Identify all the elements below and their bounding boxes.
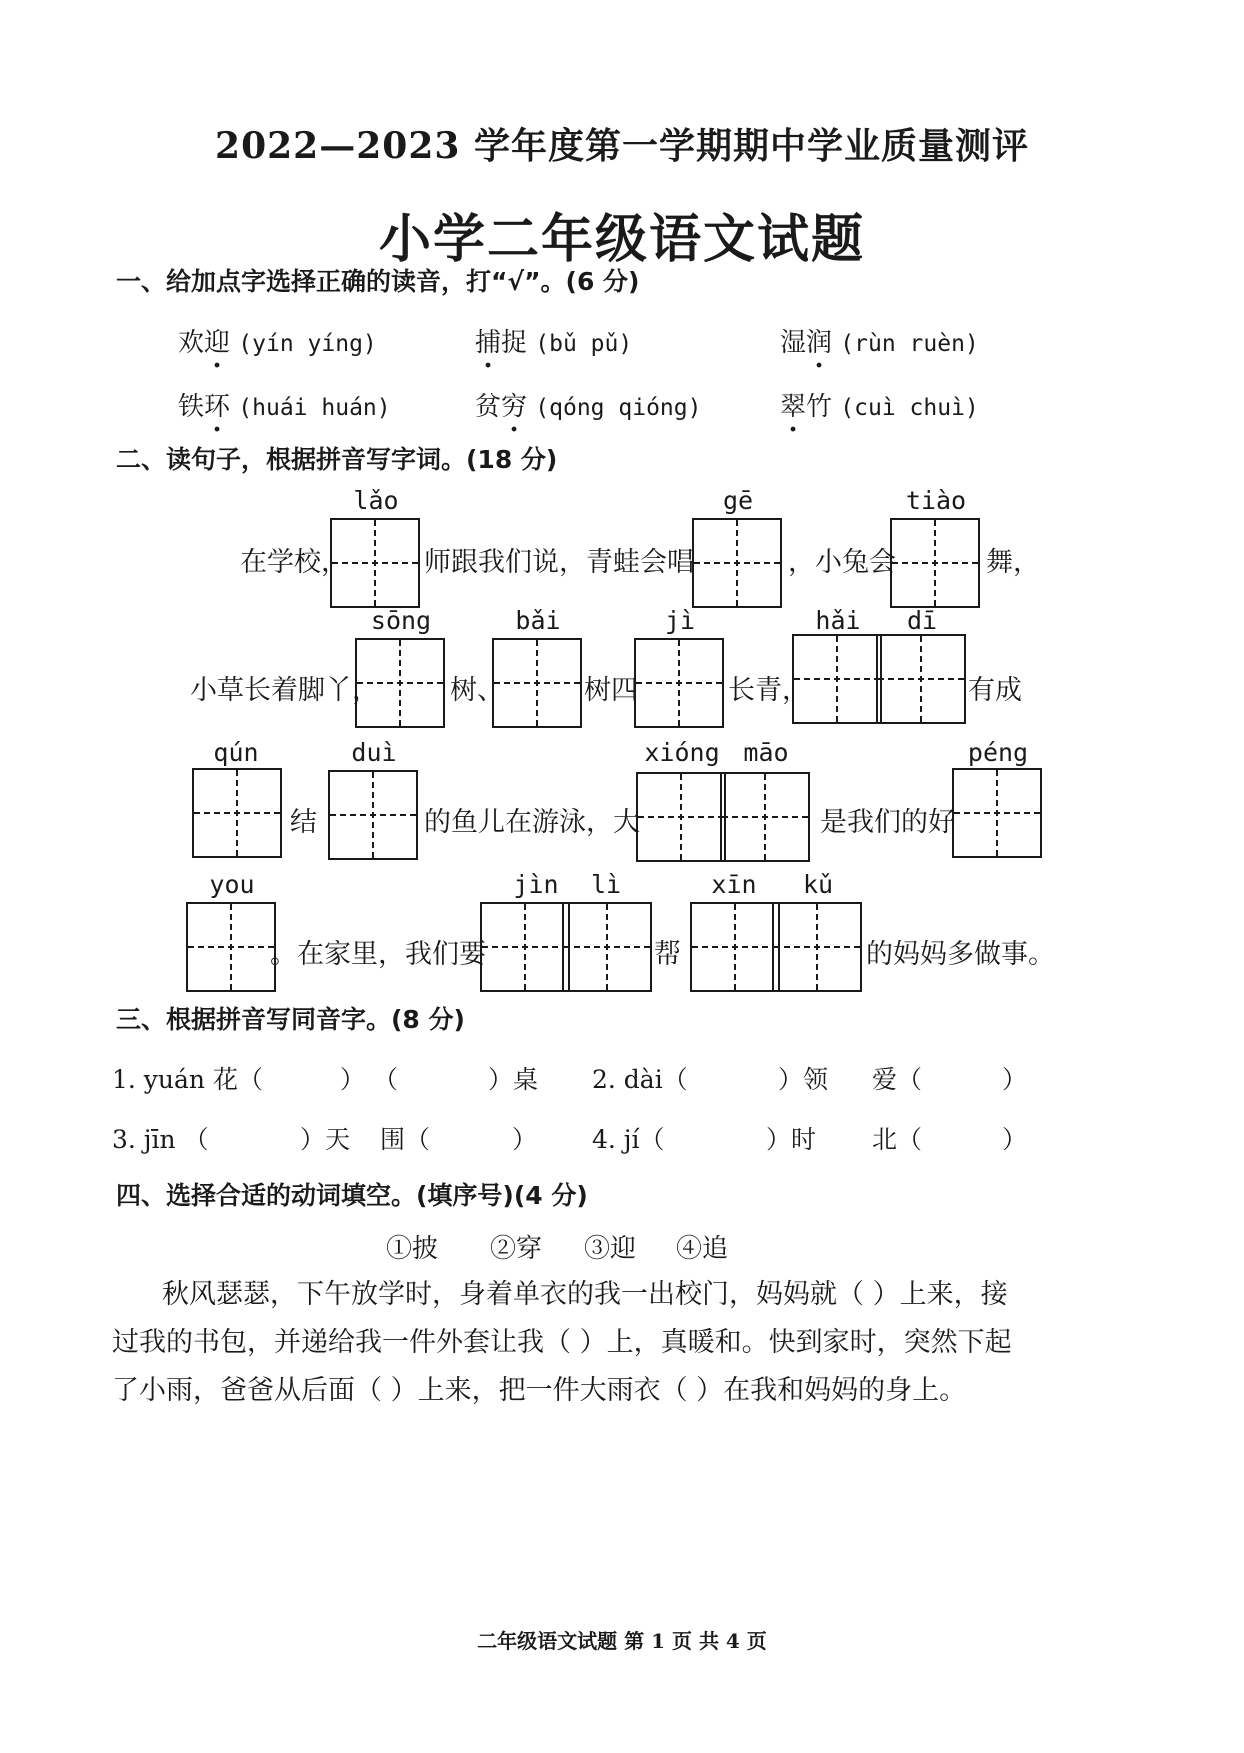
pinyin-label: hǎi (815, 606, 861, 635)
s1-item-6 (780, 386, 979, 423)
paragraph-line-3: 了小雨，爸爸从后面（ ）上来，把一件大雨衣（ ）在我和妈妈的身上。 (112, 1375, 967, 1406)
dotted-char: 穷 (501, 392, 528, 422)
s3-q1-b: ） （ (340, 1065, 398, 1094)
section2-heading: 二、读句子，根据拼音写字词。(18 分) (116, 445, 558, 474)
s3-q3-b: ）天 (300, 1125, 351, 1154)
pinyin-label: māo (743, 738, 789, 767)
section3-heading: 三、根据拼音写同音字。(8 分) (116, 1005, 465, 1034)
pinyin-label: lì (590, 870, 622, 899)
s3-q3: 3. jīn （ (112, 1125, 209, 1154)
writing-box[interactable] (192, 768, 282, 858)
pinyin-label: sōng (370, 606, 432, 635)
section1-heading: 一、给加点字选择正确的读音，打“√”。(6 分) (116, 267, 640, 296)
section4-heading: 四、选择合适的动词填空。(填序号)(4 分) (116, 1181, 588, 1210)
pinyin-label: you (209, 870, 255, 899)
writing-box[interactable] (330, 518, 420, 608)
s1-item-3 (780, 322, 979, 359)
s3-q2-c: 爱（ (872, 1065, 923, 1094)
pinyin-label: bǎi (515, 606, 561, 635)
writing-box[interactable] (562, 902, 652, 992)
pinyin-label: dī (906, 606, 938, 635)
pinyin-label: tiào (905, 486, 967, 515)
s3-q3-c: 围（ (380, 1125, 431, 1154)
s1-item-4 (178, 386, 391, 423)
pinyin-label: lǎo (353, 486, 399, 515)
dotted-char: 润 (806, 328, 833, 358)
pinyin-label: péng (967, 738, 1029, 767)
s3-q2-b: ）领 (778, 1065, 829, 1094)
exam-title-line2: 小学二年级语文试题 (378, 209, 865, 270)
pinyin-label: duì (351, 738, 397, 767)
option-1: ①披 (386, 1234, 439, 1264)
pinyin-label: jìn (513, 870, 559, 899)
dotted-char: 迎 (204, 328, 231, 358)
pinyin-label: kǔ (802, 870, 834, 899)
word-char: 湿 (780, 328, 807, 358)
s1-item-2 (475, 322, 632, 359)
dotted-char: 翠 (780, 392, 807, 422)
writing-box[interactable] (792, 634, 882, 724)
option-3: ③迎 (584, 1234, 637, 1264)
option-4: ④追 (676, 1234, 729, 1264)
sentence-text: 师跟我们说，青蛙会唱 (424, 547, 694, 578)
s1-item-1 (178, 322, 377, 359)
writing-box[interactable] (720, 772, 810, 862)
writing-box[interactable] (690, 902, 780, 992)
writing-box[interactable] (772, 902, 862, 992)
s1-item-5 (475, 386, 701, 423)
sentence-text: 树、 (450, 675, 504, 706)
pinyin-label: qún (213, 738, 259, 767)
sentence-text: 有成 (968, 675, 1022, 706)
pinyin-options: (rùn ruèn) (840, 331, 979, 357)
page-footer: 二年级语文试题 第 1 页 共 4 页 (477, 1629, 767, 1653)
s3-q2-d: ） (1002, 1065, 1028, 1094)
writing-box[interactable] (492, 638, 582, 728)
word-char: 欢 (178, 328, 205, 358)
sentence-text: 。在家里，我们要 (270, 939, 486, 970)
sentence-text: 树四 (584, 675, 638, 706)
writing-box[interactable] (636, 772, 726, 862)
s3-q4: 4. jí（ (592, 1125, 665, 1154)
pinyin-options: (huái huán) (238, 395, 391, 421)
word-char: 竹 (806, 392, 833, 422)
option-2: ②穿 (490, 1234, 543, 1264)
word-char: 铁 (178, 392, 205, 422)
dotted-char: 环 (204, 392, 231, 422)
writing-box[interactable] (952, 768, 1042, 858)
writing-box[interactable] (355, 638, 445, 728)
word-char: 贫 (475, 392, 502, 422)
writing-box[interactable] (890, 518, 980, 608)
pinyin-label: jì (664, 606, 696, 635)
pinyin-label: xióng (644, 738, 720, 767)
exam-title-line1: 2022—2023 学年度第一学期期中学业质量测评 (215, 125, 1029, 167)
pinyin-options: (cuì chuì) (840, 395, 979, 421)
sentence-text: 帮 (654, 939, 681, 970)
s3-q4-d: ） (1002, 1125, 1028, 1154)
sentence-text: 长青， (728, 675, 809, 706)
pinyin-label: gē (722, 486, 754, 515)
s3-q2: 2. dài（ (592, 1065, 688, 1094)
sentence-text: 小草长着脚丫， (190, 675, 379, 706)
writing-box[interactable] (480, 902, 570, 992)
s3-q1: 1. yuán 花（ (112, 1065, 263, 1094)
pinyin-label: xīn (711, 870, 757, 899)
word-char: 捉 (501, 328, 528, 358)
writing-box[interactable] (186, 902, 276, 992)
writing-box[interactable] (876, 634, 966, 724)
writing-box[interactable] (328, 770, 418, 860)
s3-q4-b: ）时 (766, 1125, 817, 1154)
writing-box[interactable] (634, 638, 724, 728)
pinyin-options: (yín yíng) (238, 331, 377, 357)
s3-q4-c: 北（ (872, 1125, 923, 1154)
pinyin-options: (bǔ pǔ) (535, 331, 633, 357)
sentence-text: 在学校， (240, 547, 348, 578)
writing-box[interactable] (692, 518, 782, 608)
pinyin-options: (qóng qióng) (535, 395, 702, 421)
s3-q1-c: ）桌 (488, 1065, 539, 1094)
sentence-text: ，小兔会 (788, 547, 896, 578)
paragraph-line-1: 秋风瑟瑟，下午放学时，身着单衣的我一出校门，妈妈就（ ）上来，接 (162, 1279, 1008, 1310)
sentence-text: 是我们的好 (820, 807, 955, 838)
dotted-char: 捕 (475, 328, 502, 358)
paragraph-line-2: 过我的书包，并递给我一件外套让我（ ）上，真暖和。快到家时，突然下起 (112, 1327, 1012, 1358)
sentence-text: 的鱼儿在游泳，大 (424, 807, 640, 838)
s3-q3-d: ） (512, 1125, 538, 1154)
sentence-text: 的妈妈多做事。 (866, 939, 1055, 970)
sentence-text: 舞， (986, 547, 1040, 578)
sentence-text: 结 (290, 807, 317, 838)
